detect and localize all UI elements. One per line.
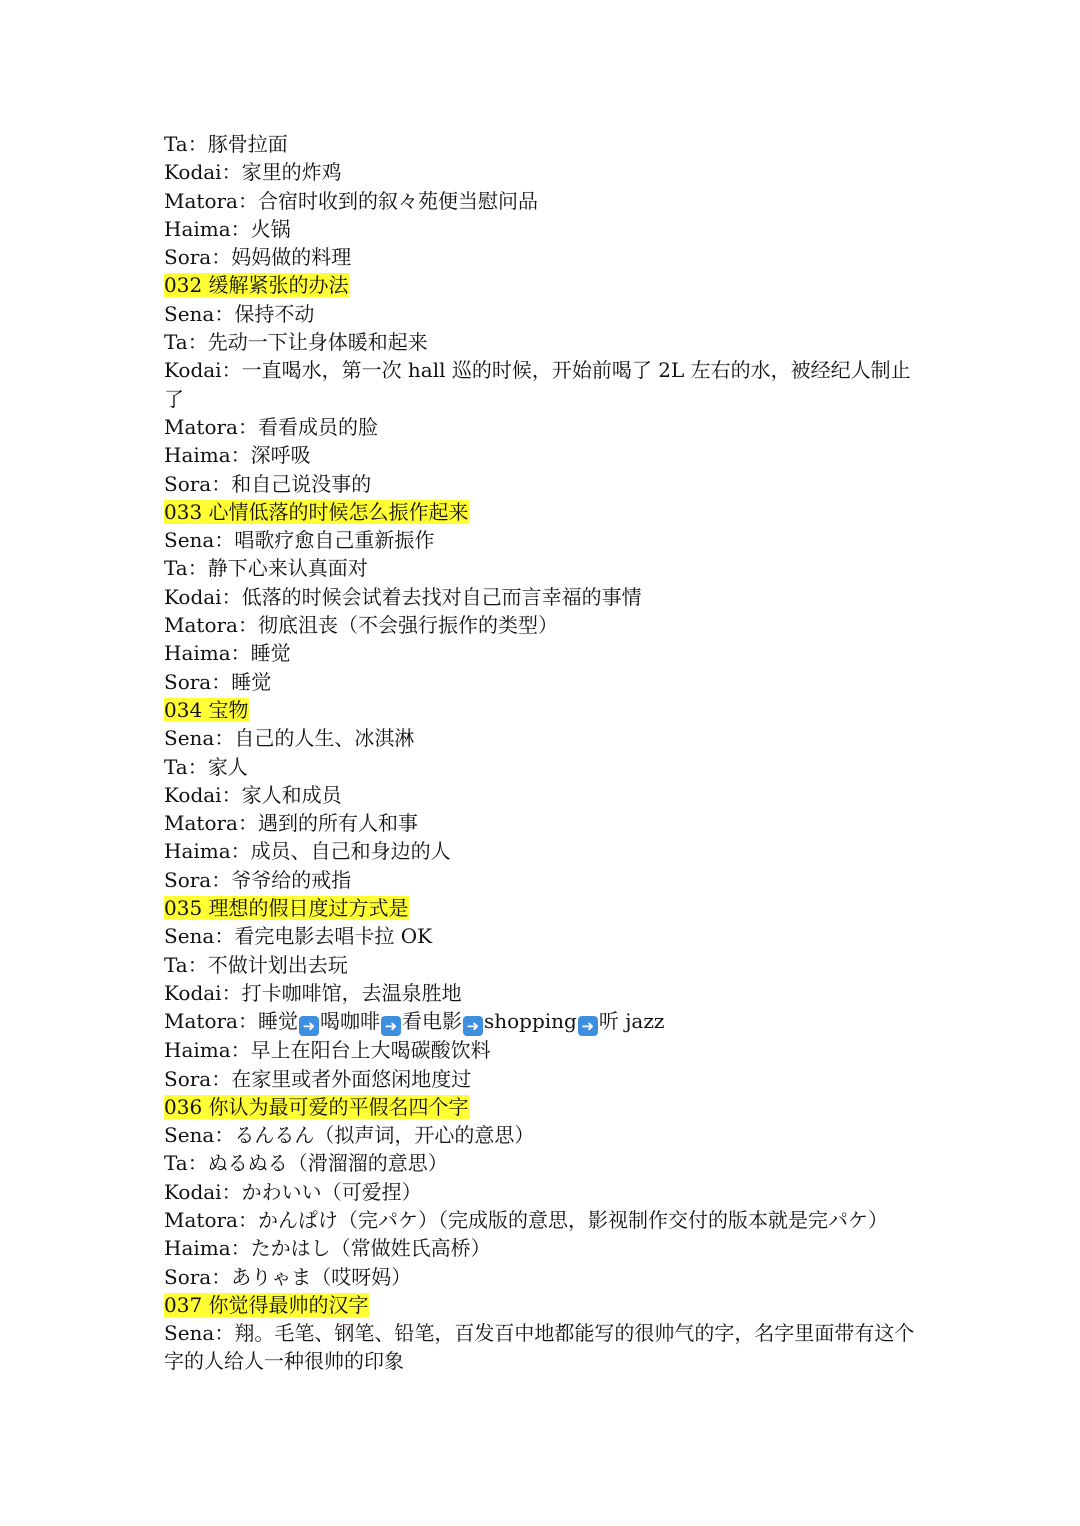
answer-line: Kodai：家里的炸鸡 <box>164 160 342 185</box>
answer-line: Haima：早上在阳台上大喝碳酸饮料 <box>164 1038 491 1063</box>
answer-line: Matora：かんぱけ（完パケ）（完成版的意思，影视制作交付的版本就是完パケ） <box>164 1207 888 1232</box>
answer-line: Sora：ありゃま（哎呀妈） <box>164 1264 412 1289</box>
answer-line: Ta：不做计划出去玩 <box>164 952 348 977</box>
answer-line: Haima：たかはし（常做姓氏高桥） <box>164 1236 491 1261</box>
answer-line: Matora：遇到的所有人和事 <box>164 811 418 836</box>
answer-line: Ta：先动一下让身体暖和起来 <box>164 330 428 355</box>
answer-line: Ta：ぬるぬる（滑溜溜的意思） <box>164 1151 448 1176</box>
answer-line: Sena：自己的人生、冰淇淋 <box>164 726 415 751</box>
answer-line: Haima：睡觉 <box>164 641 291 666</box>
answer-line: Sora：爷爷给的戒指 <box>164 867 352 892</box>
answer-line: Sena：保持不动 <box>164 301 315 326</box>
right-arrow-icon: ➜ <box>578 1016 598 1036</box>
answer-step: 睡觉 <box>257 1009 298 1034</box>
answer-line: Sora：妈妈做的料理 <box>164 245 352 270</box>
answer-line: Ta：豚骨拉面 <box>164 132 288 156</box>
question-heading-text: 037 你觉得最帅的汉字 <box>164 1292 369 1317</box>
answer-line: Matora：合宿时收到的叙々苑便当慰问品 <box>164 188 538 213</box>
answer-line: Haima：成员、自己和身边的人 <box>164 839 451 864</box>
answer-line: Matora：彻底沮丧（不会强行振作的类型） <box>164 613 558 638</box>
answer-line: Kodai：かわいい（可爱捏） <box>164 1179 422 1204</box>
answer-speaker: Matora： <box>164 1009 258 1034</box>
answer-step: 喝咖啡 <box>319 1009 380 1034</box>
answer-line: Sena：唱歌疗愈自己重新振作 <box>164 528 435 553</box>
answer-line: Kodai：一直喝水，第一次 hall 巡的时候，开始前喝了 2L 左右的水，被经纪人制止了 <box>164 358 911 411</box>
question-heading <box>164 498 924 526</box>
question-heading-text: 034 宝物 <box>164 697 249 722</box>
right-arrow-icon: ➜ <box>381 1016 401 1036</box>
question-heading <box>164 1291 924 1319</box>
question-heading-text: 035 理想的假日度过方式是 <box>164 896 409 921</box>
answer-line: Kodai：低落的时候会试着去找对自己而言幸福的事情 <box>164 584 642 609</box>
answer-line: Sora：睡觉 <box>164 669 272 694</box>
answer-line: Haima：火锅 <box>164 216 291 241</box>
qa-list <box>164 130 924 1376</box>
answer-line: Ta：家人 <box>164 754 248 779</box>
answer-line: Haima：深呼吸 <box>164 443 311 468</box>
answer-line: Matora：看看成员的脸 <box>164 414 378 439</box>
right-arrow-icon: ➜ <box>299 1016 319 1036</box>
answer-step: 看电影 <box>401 1009 462 1034</box>
right-arrow-icon: ➜ <box>463 1016 483 1036</box>
question-heading <box>164 894 924 922</box>
answer-line: Ta：静下心来认真面对 <box>164 556 368 581</box>
answer-line: Sena：看完电影去唱卡拉 OK <box>164 924 433 949</box>
answer-line <box>164 1007 924 1036</box>
question-heading-text: 032 缓解紧张的办法 <box>164 273 349 298</box>
answer-line: Kodai：家人和成员 <box>164 782 342 807</box>
question-heading <box>164 696 924 724</box>
answer-step: 听 jazz <box>598 1009 665 1034</box>
answer-step: shopping <box>483 1009 577 1034</box>
answer-line: Sena：翔。毛笔、钢笔、铅笔，百发百中地都能写的很帅气的字，名字里面带有这个字的人给人一种很帅的印象 <box>164 1321 915 1374</box>
question-heading <box>164 1093 924 1121</box>
question-heading-text: 033 心情低落的时候怎么振作起来 <box>164 499 469 524</box>
question-heading <box>164 271 924 299</box>
answer-line: Kodai：打卡咖啡馆，去温泉胜地 <box>164 980 462 1005</box>
answer-line: Sena：るんるん（拟声词，开心的意思） <box>164 1123 535 1148</box>
answer-line: Sora：在家里或者外面悠闲地度过 <box>164 1066 472 1091</box>
answer-line: Sora：和自己说没事的 <box>164 471 372 496</box>
question-heading-text: 036 你认为最可爱的平假名四个字 <box>164 1094 469 1119</box>
